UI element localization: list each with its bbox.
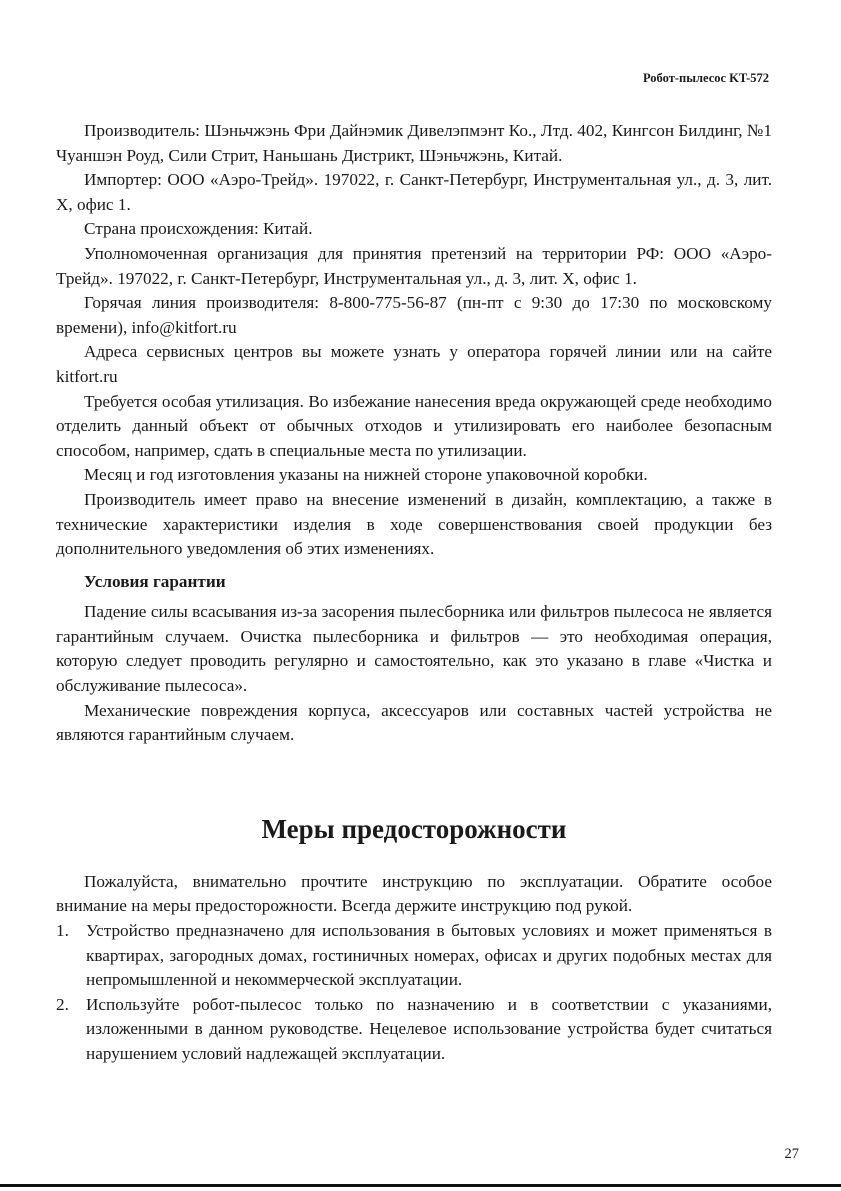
warranty-paragraph: Падение силы всасывания из-за засорения пылесборника или фильтров пылесоса не является гарантийным случаем. Очистка пылесборника и фильтров — это необходимая операция, которую следует проводить регулярно и самостоятельно, как это указано в главе «Чистка и обслуживание пылесоса».	[56, 602, 772, 696]
precautions-list	[56, 919, 772, 1067]
list-item-text: Устройство предназначено для использования в бытовых условиях и может применяться в квартирах, загородных домах, гостиничных номерах, офисах и других подобных местах для непромышленной и некоммерческой эксплуатации.	[86, 921, 772, 990]
changes-notice-paragraph: Производитель имеет право на внесение изменений в дизайн, комплектацию, а также в технические характеристики изделия в ходе совершенствования своей продукции без дополнительного уведомления об этих изменениях.	[56, 489, 772, 559]
origin-paragraph: Страна происхождения: Китай.	[84, 219, 313, 239]
disposal-paragraph: Требуется особая утилизация. Во избежание нанесения вреда окружающей среде необходимо отделить данный объект от обычных отходов и утилизировать его наиболее безопасным способом, например, сдать в специальные места по утилизации.	[56, 391, 772, 460]
manufacture-date-paragraph: Месяц и год изготовления указаны на нижней стороне упаковочной коробки.	[84, 465, 648, 485]
manufacturer-paragraph: Производитель: Шэньчжэнь Фри Дайнэмик Дивелэпмэнт Ко., Лтд. 402, Кингсон Билдинг, №1 Чуаншэн Роуд, Сили Стрит, Наньшань Дистрикт, Шэньчжэнь, Китай.	[56, 121, 772, 165]
importer-paragraph: Импортер: ООО «Аэро-Трейд». 197022, г. Санкт-Петербург, Инструментальная ул., д. 3, лит. Х, офис 1.	[56, 170, 772, 214]
page-number: 27	[784, 1146, 799, 1162]
list-item	[56, 919, 772, 993]
claims-organization-paragraph: Уполномоченная организация для принятия претензий на территории РФ: ООО «Аэро-Трейд». 197022, г. Санкт-Петербург, Инструментальная ул., д. 3, лит. Х, офис 1.	[56, 243, 772, 288]
hotline-paragraph: Горячая линия производителя: 8-800-775-56-87 (пн-пт с 9:30 до 17:30 по московскому времени), info@kitfort.ru	[56, 293, 772, 337]
precautions-intro: Пожалуйста, внимательно прочтите инструкцию по эксплуатации. Обратите особое внимание на меры предосторожности. Всегда держите инструкцию под рукой.	[56, 871, 772, 916]
bottom-divider	[0, 1184, 841, 1187]
list-item-number: 2.	[56, 994, 69, 1014]
list-item	[56, 993, 772, 1067]
precautions-heading: Меры предосторожности	[261, 813, 567, 844]
service-centers-paragraph: Адреса сервисных центров вы можете узнать у оператора горячей линии или на сайте kitfort.ru	[56, 342, 772, 386]
warranty-paragraph: Механические повреждения корпуса, аксессуаров или составных частей устройства не являются гарантийным случаем.	[56, 700, 772, 745]
list-item-text: Используйте робот-пылесос только по назначению и в соответствии с указаниями, изложенными в данном руководстве. Нецелевое использование устройства будет считаться нарушением условий надлежащей эксплуатации.	[86, 994, 772, 1063]
running-header: Робот-пылесос KT-572	[642, 71, 769, 85]
page-body	[56, 119, 772, 1067]
warranty-heading: Условия гарантии	[84, 571, 226, 591]
list-item-number: 1.	[56, 921, 69, 941]
